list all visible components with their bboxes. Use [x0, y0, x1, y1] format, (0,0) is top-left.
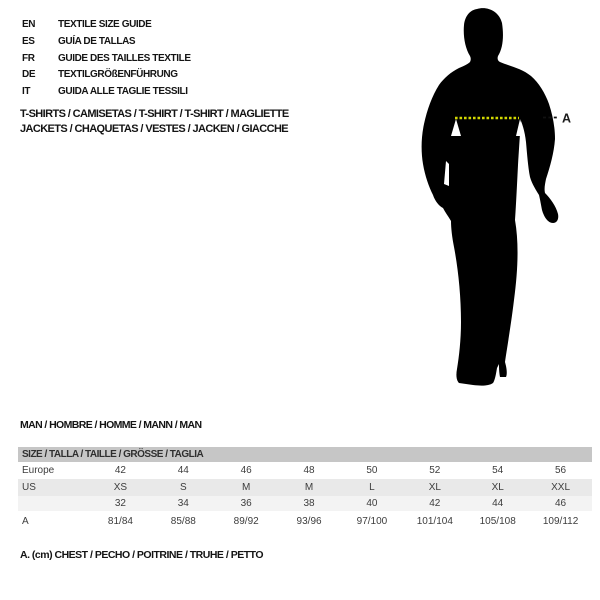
size-row-label: US [18, 479, 89, 496]
language-label: TEXTILGRÖßENFÜHRUNG [58, 69, 178, 81]
size-cell: 46 [215, 462, 278, 479]
size-cell: XL [403, 479, 466, 496]
size-cell: XXL [529, 479, 592, 496]
size-cell: XS [89, 479, 152, 496]
size-cell: 81/84 [89, 513, 152, 530]
size-row-label: Europe [18, 462, 89, 479]
size-cell: 54 [466, 462, 529, 479]
size-cell: 56 [529, 462, 592, 479]
size-table [18, 447, 592, 530]
category-tshirts: T-SHIRTS / CAMISETAS / T-SHIRT / T-SHIRT / MAGLIETTE [20, 108, 289, 120]
language-code: FR [22, 52, 35, 64]
size-cell: 93/96 [278, 513, 341, 530]
size-cell: 34 [152, 496, 215, 513]
size-cell: 36 [215, 496, 278, 513]
language-row-fr [22, 51, 191, 68]
size-cell: 85/88 [152, 513, 215, 530]
size-cell: 44 [152, 462, 215, 479]
size-cell: M [278, 479, 341, 496]
language-list [22, 17, 191, 101]
language-code: DE [22, 69, 36, 81]
size-row-label: A [18, 513, 89, 530]
size-cell: L [341, 479, 404, 496]
size-cell: 105/108 [466, 513, 529, 530]
language-row-de [22, 67, 191, 84]
category-jackets: JACKETS / CHAQUETAS / VESTES / JACKEN / GIACCHE [20, 123, 289, 136]
size-cell: 50 [341, 462, 404, 479]
man-silhouette [422, 8, 559, 385]
footnote-chest: A. (cm) CHEST / PECHO / POITRINE / TRUHE / PETTO [20, 549, 264, 561]
size-cell: 32 [89, 496, 152, 513]
size-table-header: SIZE / TALLA / TAILLE / GRÖSSE / TAGLIA [18, 447, 592, 462]
size-cell: 48 [278, 462, 341, 479]
category-lines [20, 107, 289, 138]
size-cell: M [215, 479, 278, 496]
language-label: GUIDE DES TAILLES TEXTILE [58, 52, 191, 64]
size-cell: 52 [403, 462, 466, 479]
language-row-it [22, 84, 191, 101]
size-cell: 38 [278, 496, 341, 513]
language-code: IT [22, 86, 31, 98]
language-row-en [22, 17, 191, 34]
size-cell: 40 [341, 496, 404, 513]
language-code: ES [22, 35, 35, 47]
language-label: TEXTILE SIZE GUIDE [58, 19, 152, 30]
language-label: GUÍA DE TALLAS [58, 35, 136, 47]
size-cell: 101/104 [403, 513, 466, 530]
size-cell: 89/92 [215, 513, 278, 530]
size-cell: 44 [466, 496, 529, 513]
size-cell: 46 [529, 496, 592, 513]
measure-label-a: A [562, 111, 572, 126]
size-cell: XL [466, 479, 529, 496]
size-row-label [18, 496, 89, 513]
size-cell: 97/100 [341, 513, 404, 530]
man-figure [395, 0, 600, 400]
language-code: EN [22, 19, 36, 30]
size-cell: 42 [89, 462, 152, 479]
section-title-man: MAN / HOMBRE / HOMME / MANN / MAN [20, 419, 202, 431]
size-cell: S [152, 479, 215, 496]
size-cell: 42 [403, 496, 466, 513]
language-label: GUIDA ALLE TAGLIE TESSILI [58, 86, 188, 98]
language-row-es [22, 34, 191, 51]
size-cell: 109/112 [529, 513, 592, 530]
size-table-body [18, 462, 592, 530]
